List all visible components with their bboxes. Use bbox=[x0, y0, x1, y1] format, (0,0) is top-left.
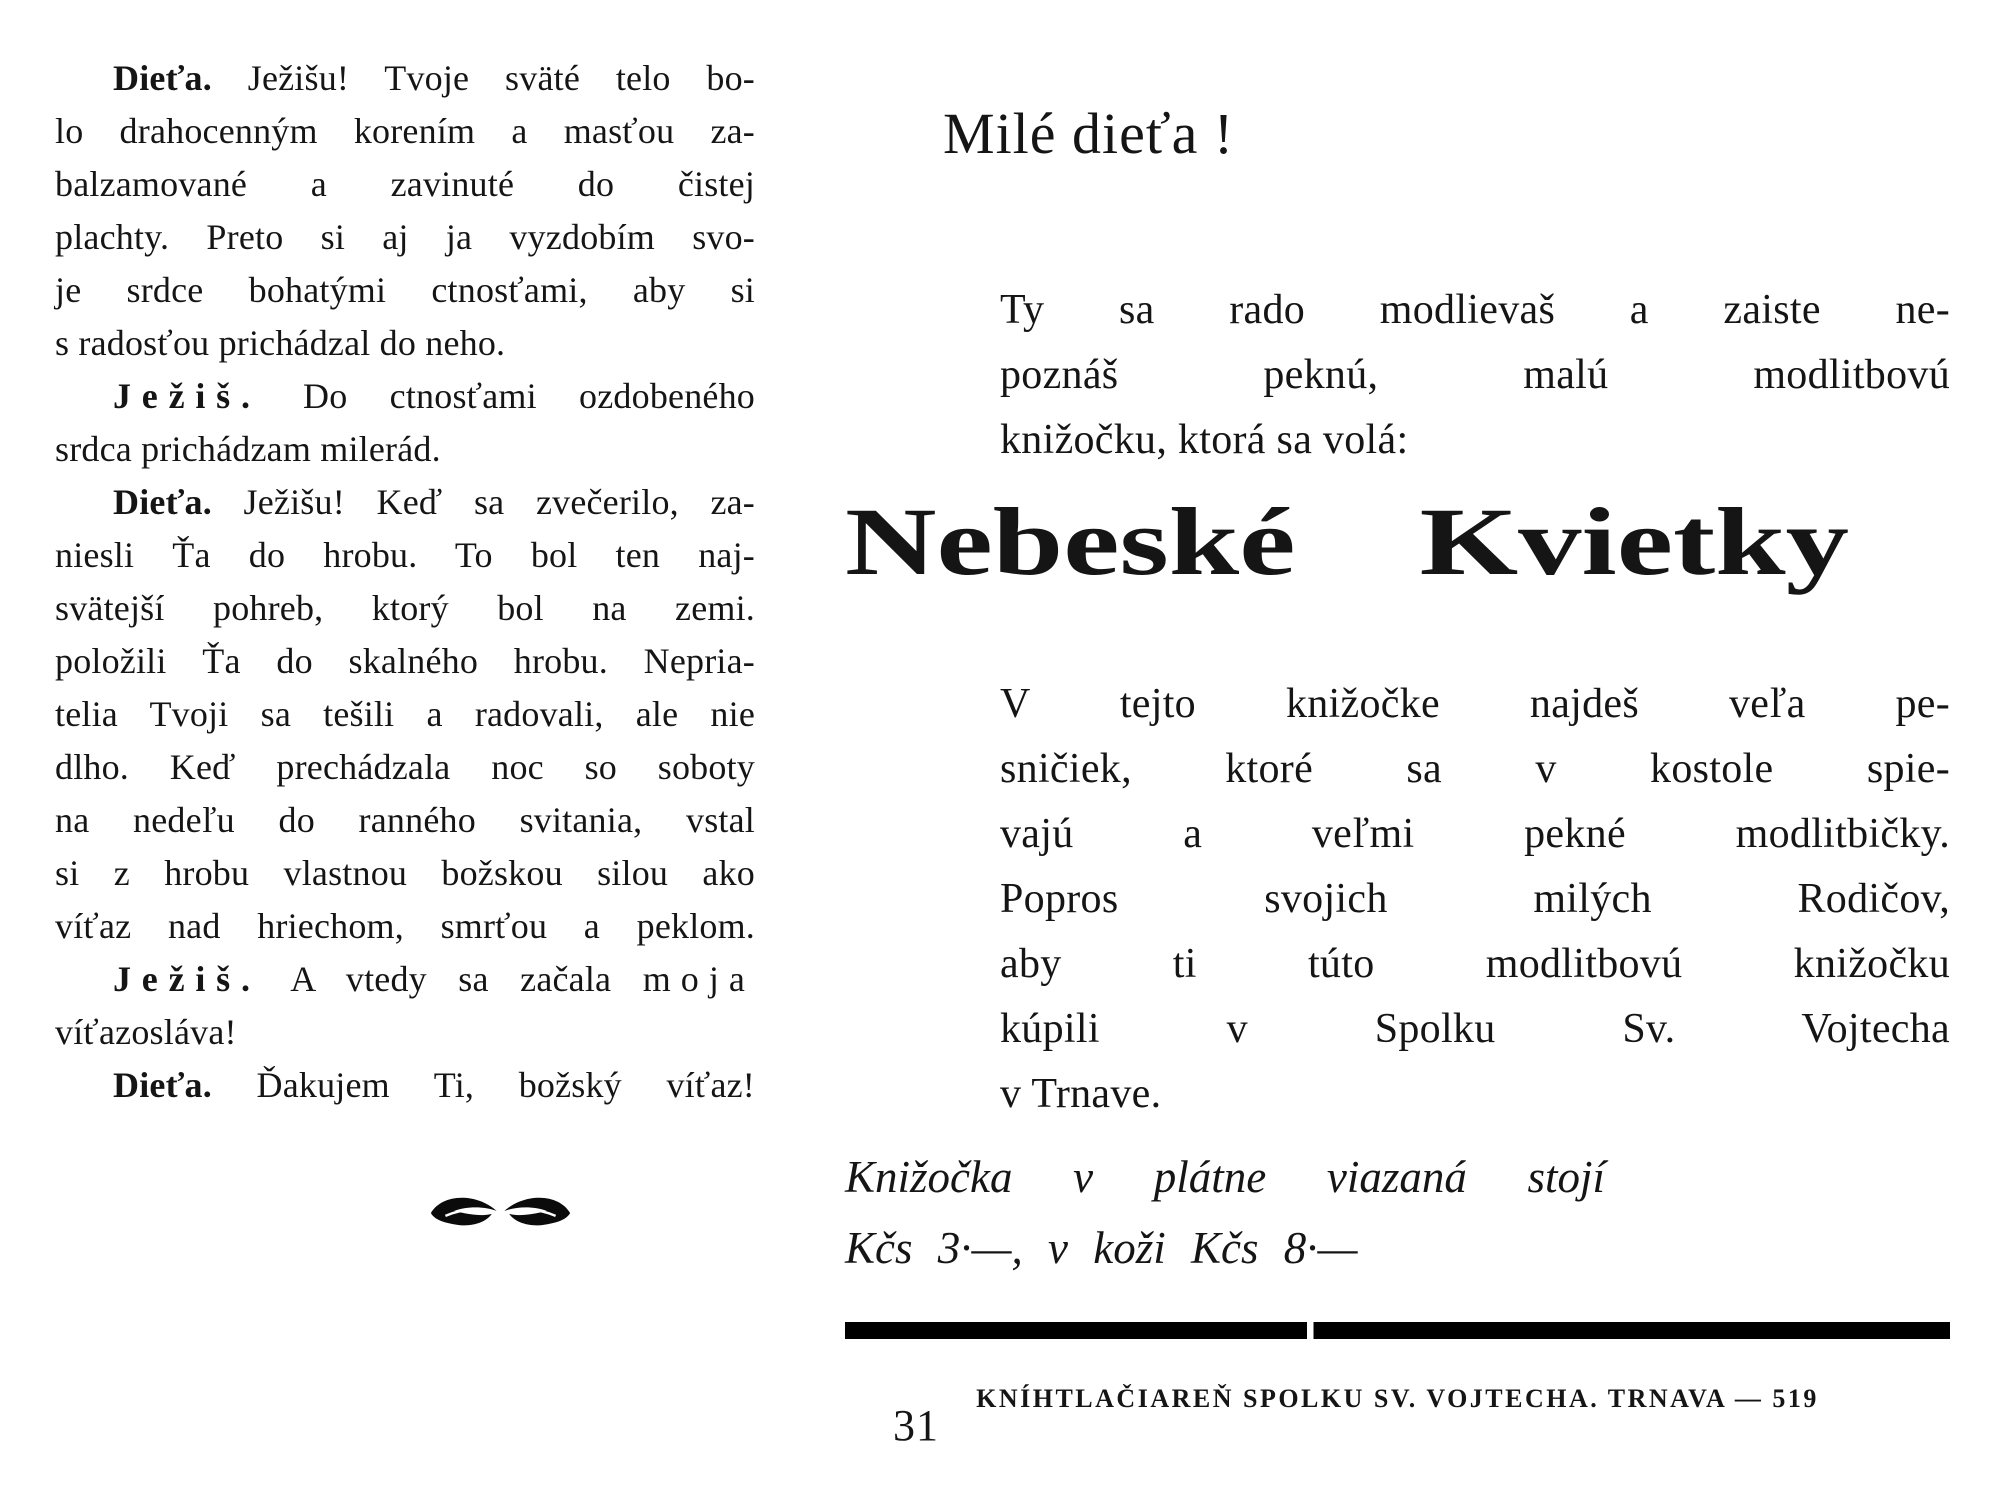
text-line bbox=[55, 52, 755, 105]
printer-imprint: KNÍHTLAČIAREŇ SPOLKU SV. VOJTECHA. TRNAVA — 519 bbox=[976, 1384, 1819, 1413]
line-text: s radosťou prichádzal do neho. bbox=[55, 323, 506, 363]
price-line bbox=[845, 1213, 1605, 1284]
emphasized-word: moja bbox=[642, 959, 755, 999]
salutation-heading: Milé dieťa ! bbox=[943, 101, 1235, 166]
text-line bbox=[55, 105, 755, 158]
line-text: položili Ťa do skalného hrobu. Nepria- bbox=[55, 641, 755, 681]
text-line bbox=[55, 847, 755, 900]
text-line bbox=[1000, 997, 1950, 1062]
price-line bbox=[845, 1142, 1605, 1213]
speaker-label: Dieťa. bbox=[113, 1065, 212, 1105]
line-text: víťazosláva! bbox=[55, 1012, 237, 1052]
line-text: A vtedy sa začala bbox=[260, 959, 643, 999]
text-line bbox=[1000, 408, 1950, 473]
line-text: sničiek, ktoré sa v kostole spie- bbox=[1000, 746, 1950, 792]
text-line bbox=[55, 635, 755, 688]
line-text: dlho. Keď prechádzala noc so soboty bbox=[55, 747, 755, 787]
line-text: V tejto knižočke najdeš veľa pe- bbox=[1000, 681, 1950, 727]
speaker-label: Ježiš. bbox=[113, 959, 261, 999]
line-text: aby ti túto modlitbovú knižočku bbox=[1000, 941, 1950, 987]
line-text: na nedeľu do ranného svitania, vstal bbox=[55, 800, 755, 840]
line-text: víťaz nad hriechom, smrťou a peklom. bbox=[55, 906, 755, 946]
text-line bbox=[1000, 1062, 1950, 1127]
line-text: plachty. Preto si aj ja vyzdobím svo- bbox=[55, 217, 755, 257]
price-text-block bbox=[845, 1142, 1605, 1284]
text-line bbox=[55, 741, 755, 794]
line-text: poznáš peknú, malú modlitbovú bbox=[1000, 352, 1950, 398]
text-line bbox=[55, 423, 755, 476]
fleuron-ornament bbox=[428, 1192, 573, 1232]
line-text: balzamované a zavinuté do čistej bbox=[55, 164, 755, 204]
text-line bbox=[55, 1006, 755, 1059]
line-text: niesli Ťa do hrobu. To bol ten naj- bbox=[55, 535, 755, 575]
text-line bbox=[1000, 802, 1950, 867]
right-page bbox=[800, 0, 2000, 1500]
line-text: Ježišu! Tvoje sväté telo bo- bbox=[211, 58, 755, 98]
text-line bbox=[55, 900, 755, 953]
text-line bbox=[1000, 343, 1950, 408]
text-line bbox=[55, 476, 755, 529]
line-text: srdca prichádzam milerád. bbox=[55, 429, 441, 469]
left-page-text-block bbox=[55, 52, 755, 1112]
speaker-label: Dieťa. bbox=[113, 482, 212, 522]
book-title-wrap bbox=[845, 486, 1954, 597]
text-line bbox=[1000, 278, 1950, 343]
line-text: v Trnave. bbox=[1000, 1071, 1162, 1117]
line-text: Popros svojich milých Rodičov, bbox=[1000, 876, 1950, 922]
intro-text-block bbox=[1000, 278, 1950, 473]
line-text: lo drahocenným korením a masťou za- bbox=[55, 111, 755, 151]
text-line bbox=[1000, 672, 1950, 737]
text-line bbox=[55, 317, 755, 370]
line-text: vajú a veľmi pekné modlitbičky. bbox=[1000, 811, 1950, 857]
line-text: si z hrobu vlastnou božskou silou ako bbox=[55, 853, 755, 893]
text-line bbox=[55, 1059, 755, 1112]
line-text: je srdce bohatými ctnosťami, aby si bbox=[55, 270, 755, 310]
speaker-label: Dieťa. bbox=[113, 58, 212, 98]
speaker-label: Ježiš. bbox=[113, 376, 261, 416]
line-text: Ďakujem Ti, božský víťaz! bbox=[211, 1065, 755, 1105]
text-line bbox=[1000, 932, 1950, 997]
text-line bbox=[55, 582, 755, 635]
line-text: Do ctnosťami ozdobeného bbox=[260, 376, 755, 416]
left-page bbox=[0, 0, 939, 1500]
line-text: Ty sa rado modlievaš a zaiste ne- bbox=[1000, 287, 1950, 333]
text-line bbox=[1000, 737, 1950, 802]
divider-rule bbox=[845, 1322, 1950, 1339]
text-line bbox=[55, 794, 755, 847]
leaf-ornament-icon bbox=[428, 1192, 573, 1232]
text-line bbox=[55, 688, 755, 741]
text-line bbox=[55, 529, 755, 582]
text-line bbox=[1000, 867, 1950, 932]
line-text: kúpili v Spolku Sv. Vojtecha bbox=[1000, 1006, 1950, 1052]
text-line bbox=[55, 953, 755, 1006]
text-line bbox=[55, 370, 755, 423]
line-text: Kčs 3·—, v koži Kčs 8·— bbox=[845, 1223, 1358, 1273]
text-line bbox=[55, 264, 755, 317]
text-line bbox=[55, 158, 755, 211]
line-text: svätejší pohreb, ktorý bol na zemi. bbox=[55, 588, 755, 628]
line-text: Ježišu! Keď sa zvečerilo, za- bbox=[211, 482, 755, 522]
text-line bbox=[55, 211, 755, 264]
book-title: Nebeské Kvietky bbox=[845, 488, 1850, 595]
page-number: 31 bbox=[893, 1401, 939, 1450]
line-text: knižočku, ktorá sa volá: bbox=[1000, 417, 1409, 463]
line-text: Knižočka v plátne viazaná stojí bbox=[845, 1152, 1605, 1202]
line-text: telia Tvoji sa tešili a radovali, ale nie bbox=[55, 694, 755, 734]
body-text-block bbox=[1000, 672, 1950, 1127]
